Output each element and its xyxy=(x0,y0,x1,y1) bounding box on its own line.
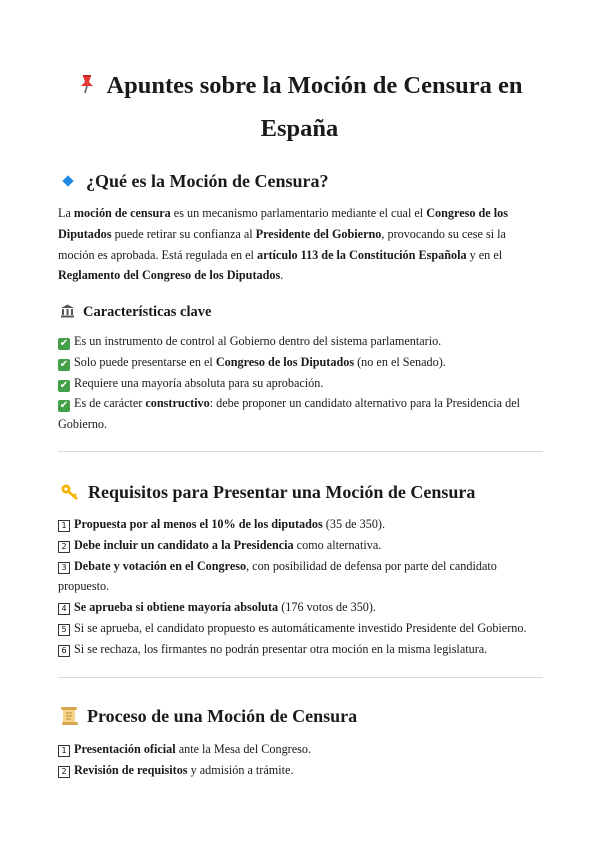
bold-text: Propuesta por al menos el 10% de los diputados xyxy=(74,517,323,531)
list-item xyxy=(58,618,544,639)
bold-text: Presentación oficial xyxy=(74,742,176,756)
keycap-number-icon: 2 xyxy=(58,541,70,553)
text: (35 de 350). xyxy=(322,517,386,531)
bold-text: Congreso de los Diputados xyxy=(58,206,508,241)
list-item xyxy=(58,352,544,373)
subheading-caracteristicas xyxy=(60,302,211,322)
text: . xyxy=(280,268,284,283)
keycap-number-icon: 3 xyxy=(58,562,70,574)
list-item xyxy=(58,535,544,556)
list-item xyxy=(58,331,544,352)
section-heading-que-es xyxy=(60,169,329,193)
text: Solo puede presentarse en el xyxy=(74,354,216,369)
keycap-number-icon: 1 xyxy=(58,520,70,532)
text: La xyxy=(58,206,74,220)
list-item xyxy=(58,373,544,394)
list-item xyxy=(58,739,544,760)
section-heading-requisitos xyxy=(60,480,475,504)
keycap-number-icon: 6 xyxy=(58,645,70,657)
list-item xyxy=(58,639,544,660)
bold-text: Se aprueba si obtiene mayoría absoluta xyxy=(74,600,279,615)
list-item xyxy=(58,760,544,781)
bold-text: Revisión de requisitos xyxy=(74,762,188,777)
classical-building-icon xyxy=(60,304,75,318)
keycap-number-icon: 4 xyxy=(58,603,70,615)
keycap-number-icon: 2 xyxy=(58,766,70,778)
text: (176 votos de 350). xyxy=(278,600,376,615)
blue-diamond-icon xyxy=(62,175,73,186)
text: : debe proponer un candidato alternativo para la Presidencia del Gobierno. xyxy=(58,396,521,432)
bold-text: constructivo xyxy=(145,396,210,411)
key-icon xyxy=(60,483,80,501)
list-item xyxy=(58,556,544,598)
requisitos-list xyxy=(58,514,544,660)
text: puede retirar su confianza al xyxy=(111,226,256,241)
check-mark-button-icon: ✔ xyxy=(59,400,69,412)
list-item xyxy=(58,393,544,435)
list-item xyxy=(58,597,544,618)
title-text: Apuntes sobre la Moción de Censura en España xyxy=(106,72,523,142)
text: Si se rechaza, los firmantes no podrán presentar otra moción en la misma legislatura. xyxy=(74,641,488,656)
section-heading-text: Proceso de una Moción de Censura xyxy=(87,706,358,726)
keycap-number-icon: 5 xyxy=(58,624,70,636)
text: , provocando su cese si la moción es aprobada. Está regulada en el xyxy=(58,226,506,262)
keycap-number-icon: 1 xyxy=(58,745,70,757)
text: , con posibilidad de defensa por parte del candidato propuesto. xyxy=(58,558,497,594)
subheading-text: Características clave xyxy=(83,304,212,320)
page-title xyxy=(40,64,559,150)
text: y admisión a trámite. xyxy=(187,762,294,777)
bold-text: Debate y votación en el Congreso xyxy=(74,558,247,573)
intro-paragraph xyxy=(58,203,544,286)
bold-text: Presidente del Gobierno xyxy=(255,226,382,241)
characteristics-list xyxy=(58,331,544,435)
bold-text: Reglamento del Congreso de los Diputados xyxy=(58,268,281,283)
text: Es de carácter xyxy=(74,396,146,411)
text: Requiere una mayoría absoluta para su aprobación. xyxy=(74,375,324,390)
text: Es un instrumento de control al Gobierno dentro del sistema parlamentario. xyxy=(74,334,442,348)
bold-text: Congreso de los Diputados xyxy=(215,354,355,369)
bold-text: Debe incluir un candidato a la Presidencia xyxy=(74,537,294,552)
text: y en el xyxy=(466,247,503,262)
text: es un mecanismo parlamentario mediante el cual el xyxy=(170,206,427,220)
pushpin-icon xyxy=(76,73,98,95)
section-heading-proceso xyxy=(60,704,357,728)
section-divider xyxy=(58,677,543,678)
text: ante la Mesa del Congreso. xyxy=(175,742,312,756)
proceso-list xyxy=(58,739,544,781)
text: (no en el Senado). xyxy=(354,354,446,369)
section-divider xyxy=(58,451,543,452)
check-mark-button-icon: ✔ xyxy=(59,379,69,391)
section-heading-text: ¿Qué es la Moción de Censura? xyxy=(86,171,329,191)
bold-text: moción de censura xyxy=(73,206,171,220)
text: Si se aprueba, el candidato propuesto es automáticamente investido Presidente del Gobierno. xyxy=(74,620,527,635)
check-mark-button-icon: ✔ xyxy=(59,358,69,370)
bold-text: artículo 113 de la Constitución Española xyxy=(256,247,467,262)
section-heading-text: Requisitos para Presentar una Moción de Censura xyxy=(88,482,476,502)
check-mark-button-icon: ✔ xyxy=(59,338,69,349)
scroll-icon xyxy=(60,706,79,726)
text: como alternativa. xyxy=(293,537,382,552)
list-item xyxy=(58,514,544,535)
